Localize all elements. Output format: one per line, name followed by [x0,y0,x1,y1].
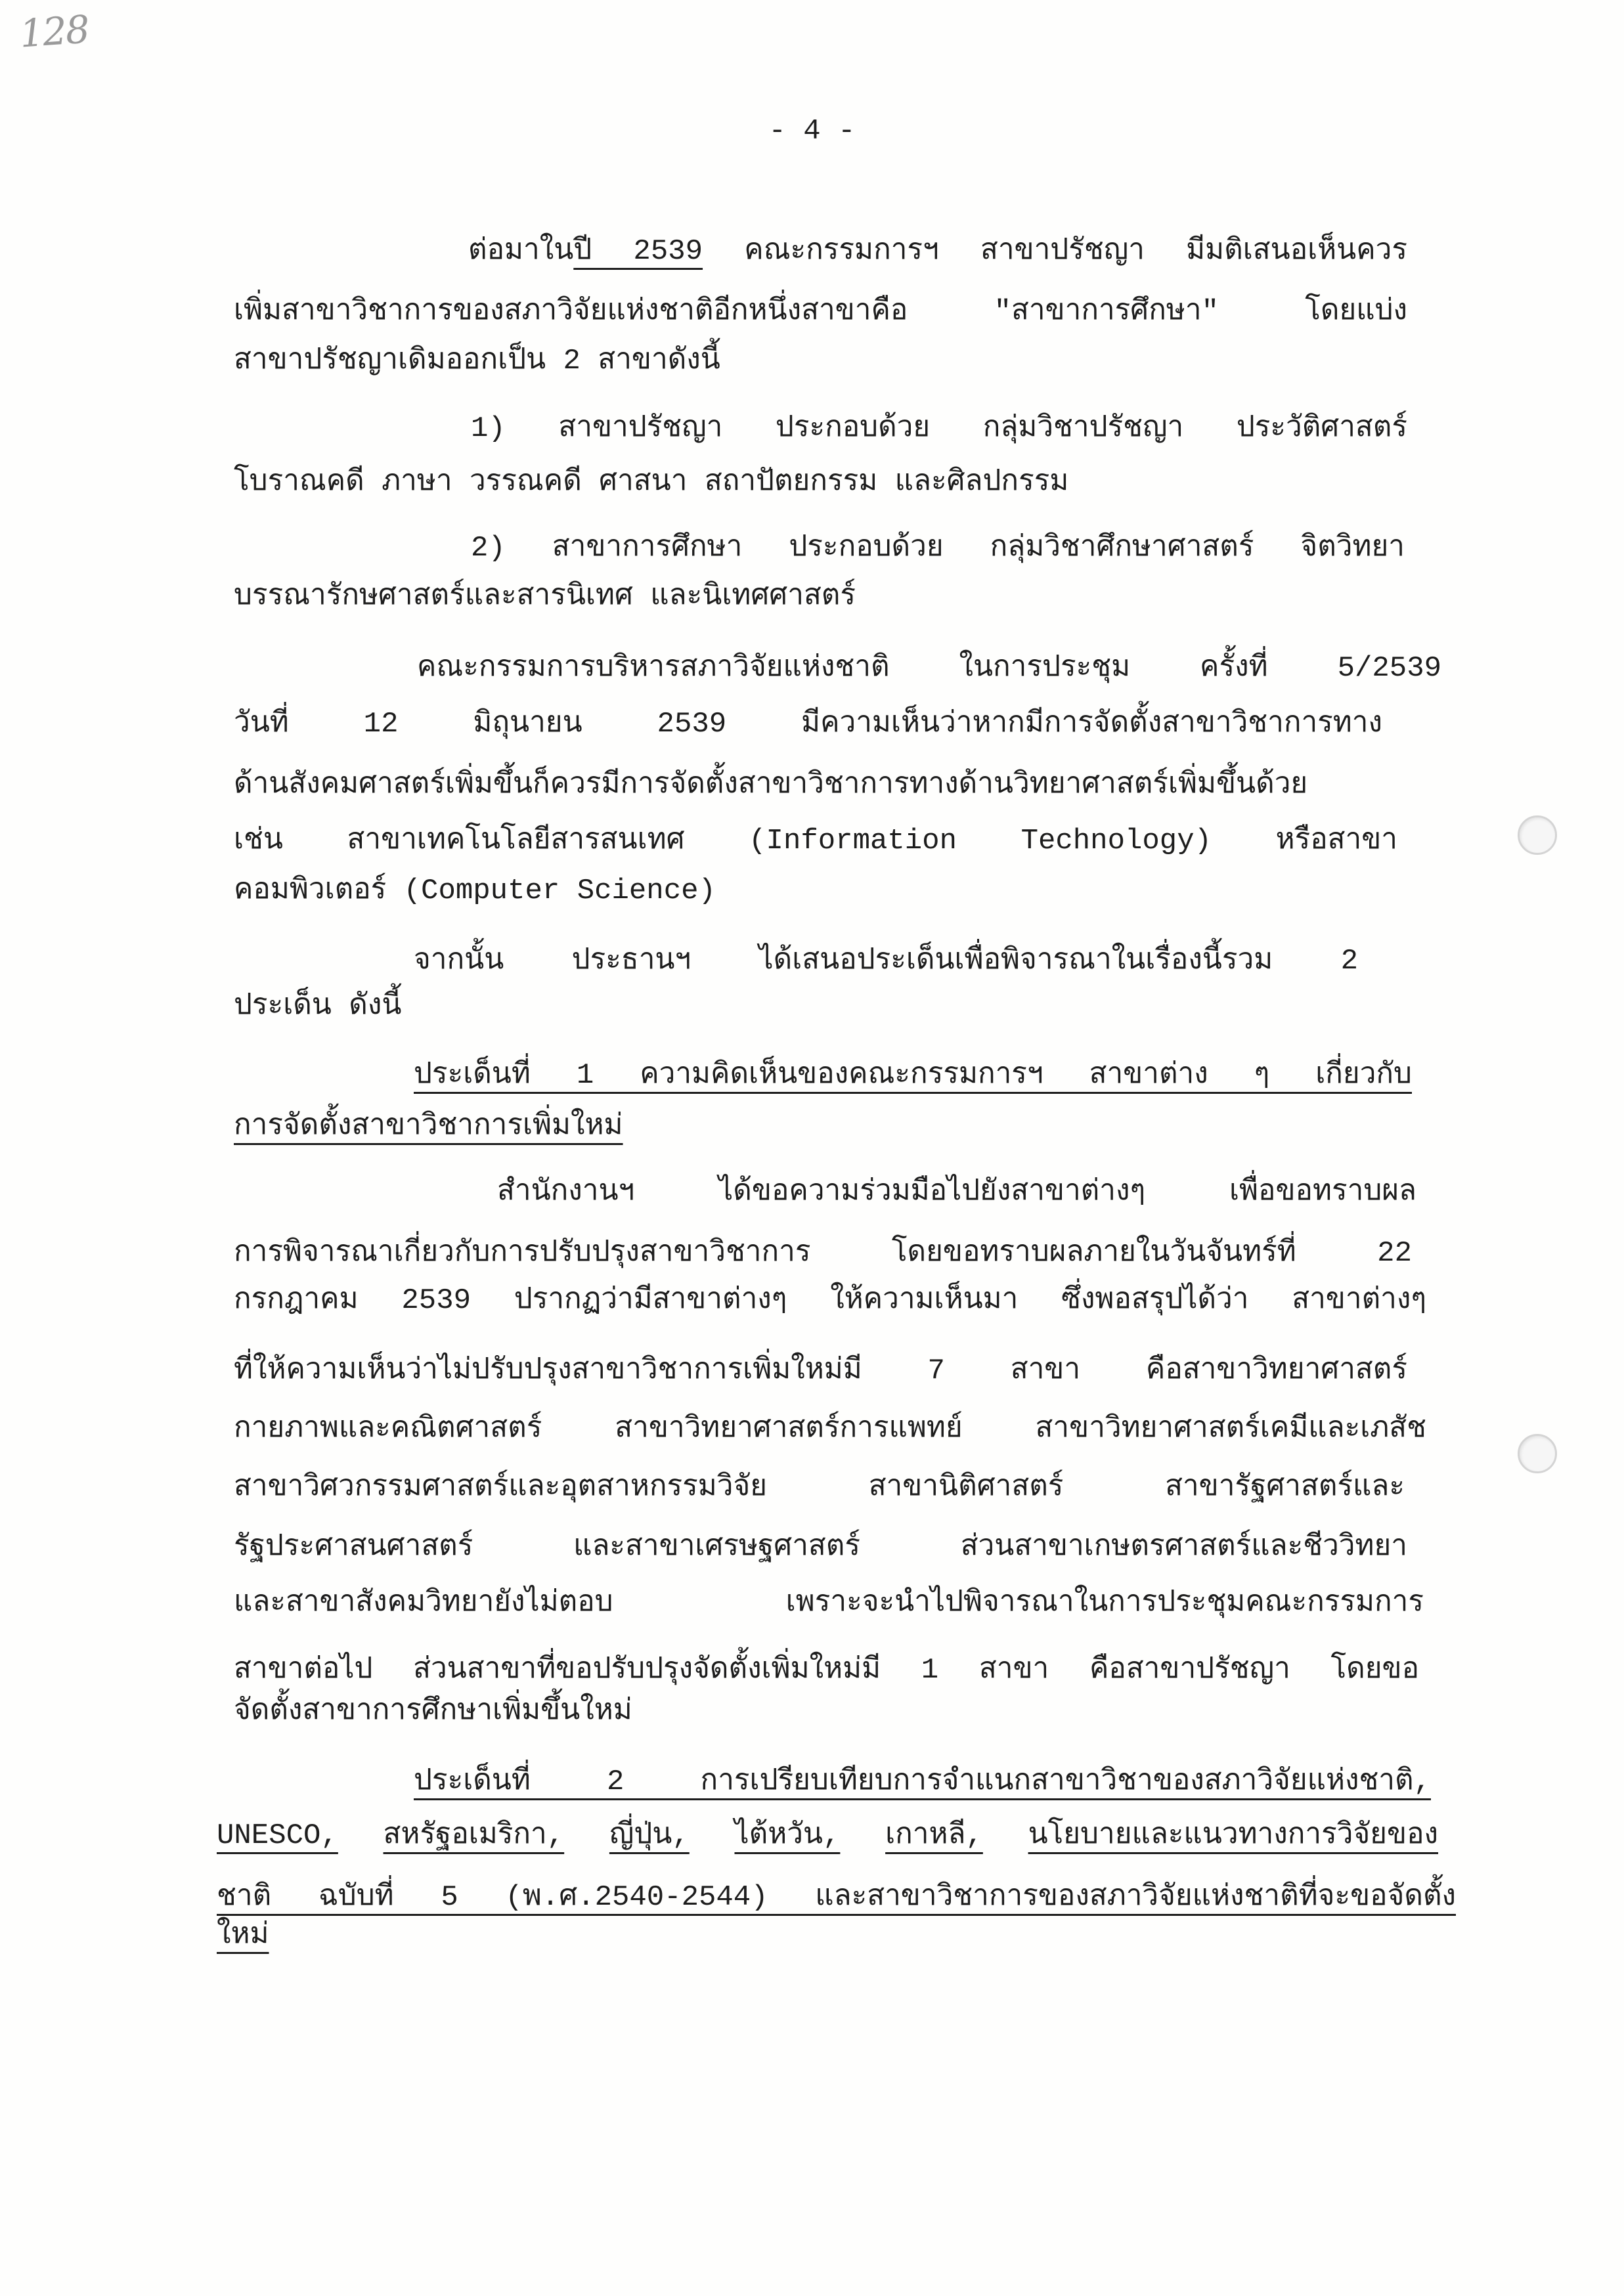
paragraph-4-line-3: กรกฎาคม 2539 ปรากฏว่ามีสาขาต่างๆ ให้ความเห็นมา ซึ่งพอสรุปได้ว่า สาขาต่างๆ [234,1284,1426,1317]
paragraph-4-line-2: การพิจารณาเกี่ยวกับการปรับปรุงสาขาวิชาการ โดยขอทราบผลภายในวันจันทร์ที่ 22 [234,1237,1412,1270]
handwritten-page-number: 128 [18,7,90,56]
item-1-line-1: 1) สาขาปรัชญา ประกอบด้วย กลุ่มวิชาปรัชญา ประวัติศาสตร์ [471,412,1407,445]
heading-2-segment-japan: ญี่ปุ่น, [609,1819,690,1852]
paragraph-2-line-2: วันที่ 12 มิถุนายน 2539 มีความเห็นว่าหากมีการจัดตั้งสาขาวิชาการทาง [234,708,1382,741]
heading-2-segment-usa: สหรัฐอเมริกา, [383,1819,565,1852]
paragraph-1-line-3: สาขาปรัชญาเดิมออกเป็น 2 สาขาดังนี้ [234,345,720,378]
heading-2-line-3: ชาติ ฉบับที่ 5 (พ.ศ.2540-2544) และสาขาวิชาการของสภาวิจัยแห่งชาติที่จะขอจัดตั้ง [217,1881,1456,1914]
punch-hole-upper [1518,815,1557,855]
heading-2-segment-korea: เกาหลี, [885,1819,983,1852]
underlined-year: ปี 2539 [573,235,703,268]
paragraph-3-line-2: ประเด็น ดังนี้ [234,990,402,1023]
heading-2-line-4: ใหม่ [217,1919,269,1952]
item-2-line-1: 2) สาขาการศึกษา ประกอบด้วย กลุ่มวิชาศึกษาศาสตร์ จิตวิทยา [471,532,1405,565]
paragraph-1-line-2: เพิ่มสาขาวิชาการของสภาวิจัยแห่งชาติอีกหนึ่งสาขาคือ "สาขาการศึกษา" โดยแบ่ง [234,295,1407,328]
paragraph-4-line-7: รัฐประศาสนศาสตร์ และสาขาเศรษฐศาสตร์ ส่วนสาขาเกษตรศาสตร์และชีววิทยา [234,1531,1407,1564]
heading-2-segment-policy: นโยบายและแนวทางการวิจัยของ [1028,1819,1439,1852]
heading-1-line-1: ประเด็นที่ 1 ความคิดเห็นของคณะกรรมการฯ สาขาต่าง ๆ เกี่ยวกับ [414,1059,1412,1092]
paragraph-2-line-1: คณะกรรมการบริหารสภาวิจัยแห่งชาติ ในการประชุม ครั้งที่ 5/2539 [417,652,1441,685]
paragraph-4-line-9: สาขาต่อไป ส่วนสาขาที่ขอปรับปรุงจัดตั้งเพิ่มใหม่มี 1 สาขา คือสาขาปรัชญา โดยขอ [234,1654,1419,1687]
heading-2-line-2 [217,1816,1438,1855]
heading-2-segment-unesco: UNESCO, [217,1819,338,1852]
paragraph-3-line-1: จากนั้น ประธานฯ ได้เสนอประเด็นเพื่อพิจารณาในเรื่องนี้รวม 2 [414,945,1358,978]
punch-hole-lower [1518,1434,1557,1473]
page-number: - 4 - [768,115,856,148]
paragraph-1-line-1 [468,232,1407,271]
paragraph-4-line-8: และสาขาสังคมวิทยายังไม่ตอบ เพราะจะนำไปพิจารณาในการประชุมคณะกรรมการ [234,1587,1424,1620]
paragraph-2-line-3: ด้านสังคมศาสตร์เพิ่มขึ้นก็ควรมีการจัดตั้งสาขาวิชาการทางด้านวิทยาศาสตร์เพิ่มขึ้นด้วย [234,769,1308,802]
paragraph-1-line-1-end: คณะกรรมการฯ สาขาปรัชญา มีมติเสนอเห็นควร [744,235,1408,268]
paragraph-1-line-1-start: ต่อมาใน [468,235,574,268]
item-2-line-2: บรรณารักษศาสตร์และสารนิเทศ และนิเทศศาสตร์ [234,580,856,613]
paragraph-2-line-5: คอมพิวเตอร์ (Computer Science) [234,875,716,907]
paragraph-4-line-10: จัดตั้งสาขาการศึกษาเพิ่มขึ้นใหม่ [234,1695,632,1728]
heading-2-line-1: ประเด็นที่ 2 การเปรียบเทียบการจำแนกสาขาวิชาของสภาวิจัยแห่งชาติ, [414,1765,1431,1798]
heading-2-segment-taiwan: ไต้หวัน, [734,1819,841,1852]
paragraph-4-line-6: สาขาวิศวกรรมศาสตร์และอุตสาหกรรมวิจัย สาขานิติศาสตร์ สาขารัฐศาสตร์และ [234,1471,1405,1504]
item-1-line-2: โบราณคดี ภาษา วรรณคดี ศาสนา สถาปัตยกรรม และศิลปกรรม [234,466,1069,499]
heading-1-line-2: การจัดตั้งสาขาวิชาการเพิ่มใหม่ [234,1110,623,1143]
paragraph-4-line-1: สำนักงานฯ ได้ขอความร่วมมือไปยังสาขาต่างๆ เพื่อขอทราบผล [497,1176,1416,1209]
paragraph-4-line-4: ที่ให้ความเห็นว่าไม่ปรับปรุงสาขาวิชาการเพิ่มใหม่มี 7 สาขา คือสาขาวิทยาศาสตร์ [234,1354,1407,1387]
paragraph-2-line-4: เช่น สาขาเทคโนโลยีสารสนเทศ (Information Technology) หรือสาขา [234,825,1397,857]
paragraph-4-line-5: กายภาพและคณิตศาสตร์ สาขาวิทยาศาสตร์การแพทย์ สาขาวิทยาศาสตร์เคมีและเภสัช [234,1413,1426,1446]
